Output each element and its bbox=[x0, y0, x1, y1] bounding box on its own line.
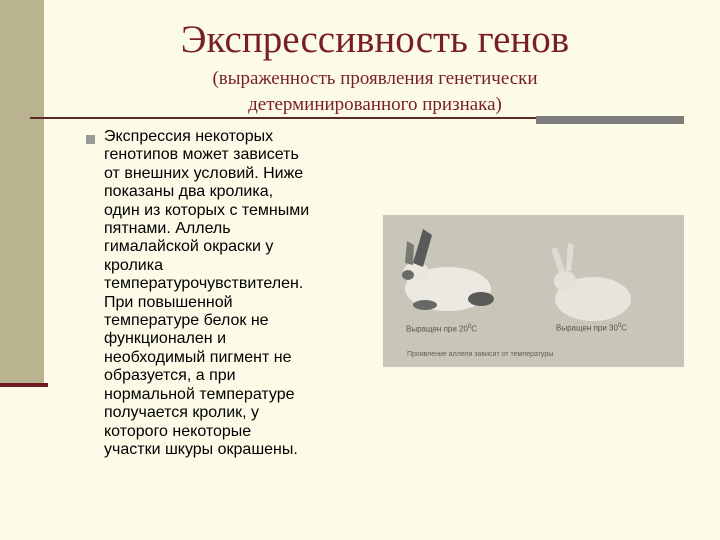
body-line: функционален и bbox=[104, 330, 227, 348]
body-line: При повышенной bbox=[104, 293, 233, 311]
label-unit: C bbox=[471, 324, 478, 334]
subtitle-line: (выраженность проявления генетически bbox=[212, 68, 538, 89]
body-line: пятнами. Аллель bbox=[104, 220, 231, 238]
slide-title: Экспрессивность генов bbox=[180, 18, 570, 61]
subtitle-line: детерминированного признака) bbox=[248, 94, 502, 115]
rabbit-right-label bbox=[556, 323, 627, 333]
figure-caption: Проявление аллеля зависит от температуры bbox=[407, 351, 554, 358]
body-line: от внешних условий. Ниже bbox=[104, 164, 304, 182]
divider-accent bbox=[536, 116, 684, 124]
slide-subtitle bbox=[60, 66, 690, 118]
degree-superscript: 0 bbox=[617, 323, 622, 329]
rabbits-figure bbox=[383, 215, 684, 367]
body-line: необходимый пигмент не bbox=[104, 348, 292, 366]
left-decor-line bbox=[0, 383, 48, 387]
body-line: генотипов может зависеть bbox=[104, 146, 299, 164]
bullet-square-icon bbox=[86, 135, 95, 144]
body-line: получается кролик, у bbox=[104, 404, 260, 422]
label-text: Выращен при 20 bbox=[406, 324, 468, 334]
degree-superscript: 0 bbox=[467, 324, 472, 330]
body-line: которого некоторые bbox=[104, 422, 252, 440]
body-line: участки шкуры окрашены. bbox=[104, 440, 298, 458]
body-line: Экспрессия некоторых bbox=[104, 128, 274, 145]
body-line: показаны два кролика, bbox=[104, 183, 274, 201]
body-line: кролика bbox=[104, 256, 163, 274]
body-line: температурочувствителен. bbox=[104, 275, 304, 293]
body-line: гималайской окраски у bbox=[104, 238, 274, 256]
body-line: нормальной температуре bbox=[104, 385, 295, 403]
rabbit-dark-points bbox=[402, 229, 494, 311]
rabbit-white bbox=[551, 243, 631, 321]
label-text: Выращен при 30 bbox=[556, 323, 618, 333]
label-unit: C bbox=[621, 323, 628, 333]
rabbits-illustration bbox=[383, 215, 684, 367]
body-line: образуется, а при bbox=[104, 367, 236, 385]
body-line: температуре белок не bbox=[104, 312, 269, 330]
body-line: один из которых с темными bbox=[104, 201, 310, 219]
left-decor-band bbox=[0, 0, 44, 383]
body-paragraph bbox=[104, 128, 374, 459]
rabbit-left-label bbox=[406, 324, 477, 334]
